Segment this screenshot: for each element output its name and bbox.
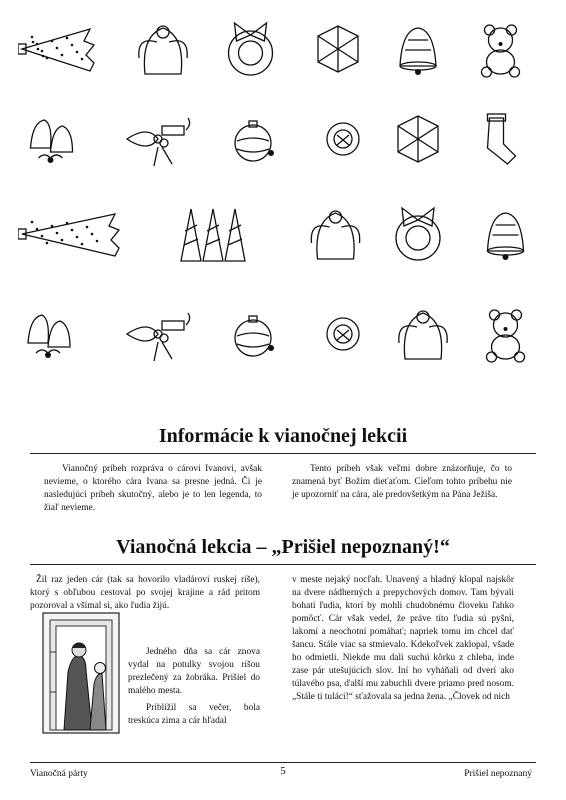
lesson-paragraph-1: Žil raz jeden cár (tak sa hovorilo vladárovi ruskej ríše), ktorý s obľubou cestoval po svojej krajine a rád pritom pozoroval a všímal si, ako ľudia žijú. (30, 575, 260, 611)
lesson-left-top (30, 574, 260, 613)
christmas-tree-icon (18, 18, 98, 80)
section-title-lesson: Vianočná lekcia – „Prišiel nepoznaný!“ (116, 536, 450, 558)
bells-wreath-icon (318, 108, 368, 170)
page-number: 5 (280, 765, 286, 777)
lesson-paragraph-3: Priblížil sa večer, bola treskúca zima a cár hľadal (128, 703, 260, 726)
illustration-tsar-at-door (42, 612, 120, 734)
lesson-paragraph-right: v meste nejaký nocľah. Unavený a hladný klopal najskôr na dvere nádherných a prepychových domov. Tam bývali bohatí ľudia, ktorí by mohli chudobnému človeku ľahko pomôcť. Cár však vedel, že práve títo ľudia sú pyšní, lakomí a neochotní pomáhať; napriek tomu im chcel dať šancu. Stále viac sa stmievalo. Kdekoľvek zaklopal, všade ho odmietli. Niekde mu dali suchú kôrku z chleba, inde zase pár utešujúcich slov. Iní ho vyháňali od dverí ako túlavého psa, ďalší mu zabuchli dvere priamo pred nosom. „Stále tí tuláci!“ sťažovala sa jedna žena. „Človek od nich (292, 575, 514, 702)
bells-wreath-icon (318, 303, 368, 365)
footer-divider (30, 762, 536, 763)
fir-trees-icon (173, 203, 253, 265)
footer-right: Prišiel nepoznaný (464, 769, 532, 779)
teddy-bear-icon (473, 18, 528, 80)
christmas-tree-icon (18, 203, 123, 265)
ornament-grid (18, 18, 548, 388)
info-paragraph-left: Vianočný príbeh rozpráva o cárovi Ivanovi, avšak nevieme, o ktorého cára Ivana sa presne jedná. Či je nasledujúci príbeh skutočný, alebo je to len legenda, to žiaľ nevieme. (44, 464, 262, 513)
info-right-column (292, 463, 512, 502)
teddy-bear-icon (478, 303, 533, 365)
lesson-paragraph-2: Jedného dňa sa cár znova vydal na potulky svojou ríšou prezlečený za žobráka. Prišiel do malého mesta. (128, 647, 260, 696)
ornament-ball-icon (228, 108, 278, 170)
candle-holly-icon (123, 303, 193, 365)
angel-icon (308, 203, 363, 265)
angel-icon (388, 303, 458, 365)
bells-holly-icon (18, 108, 83, 170)
stocking-icon (473, 108, 518, 170)
bells-holly-icon (18, 303, 78, 365)
gift-box-icon (313, 18, 363, 80)
gift-box-icon (393, 108, 443, 170)
ornament-ball-icon (228, 303, 278, 365)
candle-holly-icon (123, 108, 193, 170)
bell-icon (478, 203, 533, 265)
footer-left: Vianočná párty (30, 769, 88, 779)
info-paragraph-right: Tento príbeh však veľmi dobre znázorňuje, čo to znamená byť Božím dieťaťom. Cieľom tohto príbehu nie je upozorniť na cára, ale predovšetkým na Pána Ježiša. (292, 464, 512, 500)
info-left-column (44, 463, 262, 515)
divider (30, 453, 536, 454)
lesson-right-column (292, 574, 514, 756)
bow-wreath-icon (388, 203, 448, 265)
bell-icon (393, 18, 443, 80)
lesson-left-wrapped (128, 640, 260, 728)
divider (30, 564, 536, 565)
section-title-information: Informácie k vianočnej lekcii (158, 425, 408, 447)
angel-icon (133, 18, 193, 80)
bow-wreath-icon (218, 18, 283, 80)
